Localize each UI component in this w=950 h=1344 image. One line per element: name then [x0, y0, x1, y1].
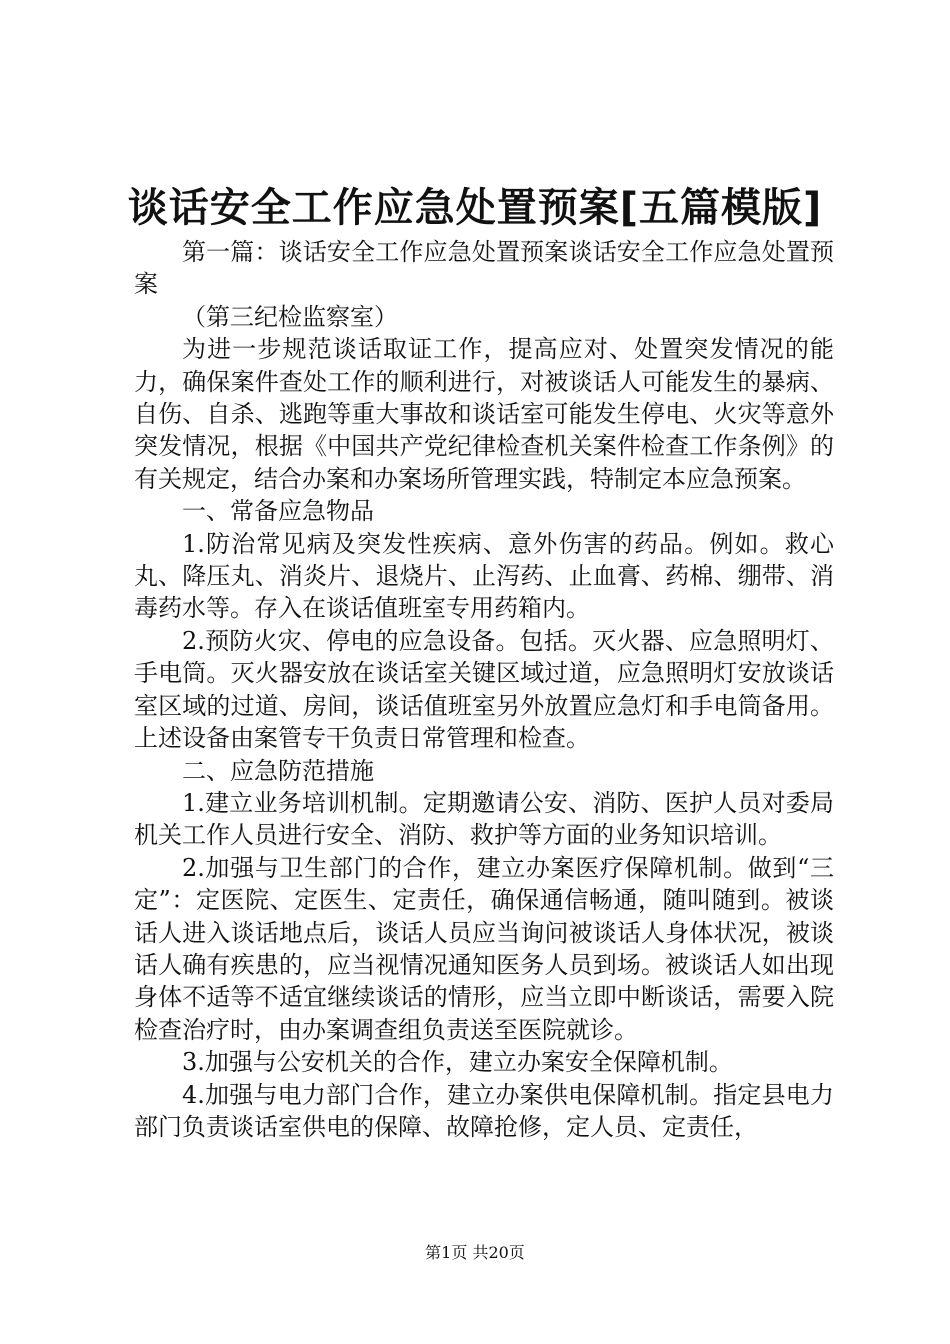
paragraph-item-fire-power: 2.预防火灾、停电的应急设备。包括。灭火器、应急照明灯、手电筒。灭火器安放在谈话室关键区域过道，应急照明灯安放谈话室区域的过道、房间，谈话值班室另外放置应急灯和手电筒备用。上述设备由案管专干负责日常管理和检查。	[134, 626, 834, 753]
document-title: 谈话安全工作应急处置预案[五篇模版]	[127, 185, 823, 231]
paragraph-intro: 为进一步规范谈话取证工作，提高应对、处置突发情况的能力，确保案件查处工作的顺利进行，对被谈话人可能发生的暴病、自伤、自杀、逃跑等重大事故和谈话室可能发生停电、火灾等意外突发情况，根据《中国共产党纪律检查机关案件检查工作条例》的有关规定，结合办案和办案场所管理实践，特制定本应急预案。	[134, 335, 834, 493]
document-body	[134, 236, 834, 1143]
paragraph-chapter-heading: 第一篇：谈话安全工作应急处置预案谈话安全工作应急处置预案	[134, 238, 834, 299]
section-heading-emergency-supplies: 一、常备应急物品	[182, 497, 374, 526]
section-heading-prevention-measures: 二、应急防范措施	[182, 756, 374, 785]
paragraph-item-power: 4.加强与电力部门合作，建立办案供电保障机制。指定县电力部门负责谈话室供电的保障、故障抢修，定人员、定责任，	[134, 1080, 834, 1141]
paragraph-item-training: 1.建立业务培训机制。定期邀请公安、消防、医护人员对委局机关工作人员进行安全、消防、救护等方面的业务知识培训。	[134, 788, 834, 850]
paragraph-item-police: 3.加强与公安机关的合作，建立办案安全保障机制。	[182, 1048, 733, 1077]
page-footer: 第1页 共20页	[425, 1243, 525, 1262]
paragraph-item-medical: 2.加强与卫生部门的合作，建立办案医疗保障机制。做到“三定”：定医院、定医生、定责任，确保通信畅通，随叫随到。被谈话人进入谈话地点后，谈话人员应当询问被谈话人身体状况，被谈话人确有疾患的，应当视情况通知医务人员到场。被谈话人如出现身体不适等不适宜继续谈话的情形，应当立即中断谈话，需要入院检查治疗时，由办案调查组负责送至医院就诊。	[134, 853, 834, 1044]
paragraph-item-medicine: 1.防治常见病及突发性疾病、意外伤害的药品。例如。救心丸、降压丸、消炎片、退烧片、止泻药、止血膏、药棉、绷带、消毒药水等。存入在谈话值班室专用药箱内。	[134, 529, 834, 623]
paragraph-department: （第三纪检监察室）	[182, 302, 398, 331]
